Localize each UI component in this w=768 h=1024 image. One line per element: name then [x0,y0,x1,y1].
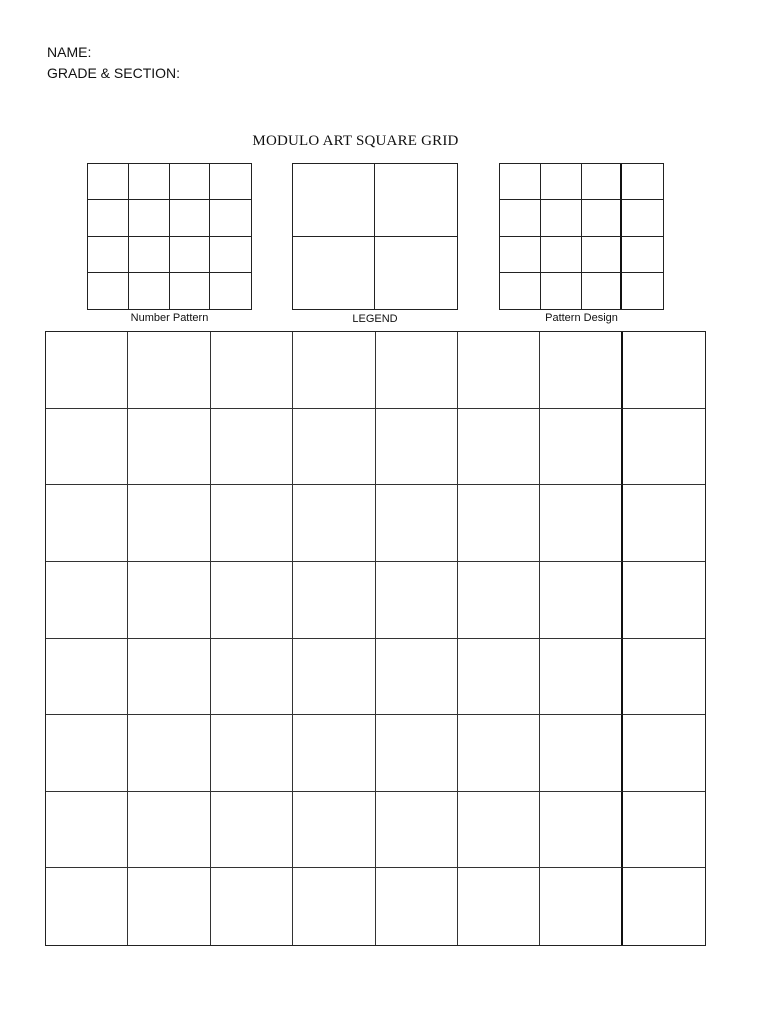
grid-cell [541,200,582,236]
grid-cell [376,332,458,409]
grid-cell [210,164,251,200]
grid-cell [211,332,293,409]
grid-cell [88,200,129,236]
grid-cell [623,562,705,639]
grid-cell [500,273,541,309]
grid-cell [293,409,375,486]
grid-cell [293,639,375,716]
grid-cell [623,409,705,486]
grid-cell [210,200,251,236]
grid-cell [211,485,293,562]
grid-cell [541,237,582,273]
grid-cell [128,639,210,716]
grid-cell [293,332,375,409]
grid-cell [458,868,540,945]
grid-cell [540,332,622,409]
grid-cell [458,562,540,639]
grid-cell [293,792,375,869]
grid-cell [170,273,211,309]
grid-cell [211,868,293,945]
grid-cell [88,237,129,273]
grid-cell [458,715,540,792]
grid-cell [293,164,375,237]
grid-cell [458,792,540,869]
grid-cell [46,409,128,486]
legend-caption: LEGEND [352,313,398,325]
grid-cell [622,200,663,236]
grid-cell [211,792,293,869]
grid-cell [540,715,622,792]
pattern-design-grid [499,163,664,310]
grid-cell [375,237,457,310]
grid-cell [210,237,251,273]
grid-cell [623,639,705,716]
grid-cell [376,792,458,869]
grid-cell [46,562,128,639]
grid-cell [540,562,622,639]
grid-cell [46,332,128,409]
grid-cell [211,409,293,486]
grid-cell [540,485,622,562]
grid-cell [622,164,663,200]
grid-cell [129,273,170,309]
grid-cell [623,792,705,869]
grid-cell [540,639,622,716]
number-pattern-caption: Number Pattern [130,312,209,324]
grid-cell [623,868,705,945]
grid-cell [540,868,622,945]
grid-cell [293,485,375,562]
grid-cell [582,164,623,200]
grid-cell [376,562,458,639]
grid-cell [129,237,170,273]
grid-cell [458,332,540,409]
grid-cell [500,237,541,273]
legend-grid [292,163,458,310]
grid-cell [170,200,211,236]
grid-cell [458,409,540,486]
grid-cell [293,237,375,310]
grid-cell [88,273,129,309]
grid-cell [88,164,129,200]
grid-cell [541,273,582,309]
grid-cell [170,164,211,200]
grid-cell [375,164,457,237]
grid-cell [129,164,170,200]
grid-cell [500,200,541,236]
grid-cell [582,273,623,309]
grid-cell [623,332,705,409]
grid-cell [458,485,540,562]
grid-cell [210,273,251,309]
grid-cell [46,792,128,869]
number-pattern-grid [87,163,252,310]
main-square-grid [45,331,706,946]
grade-section-label: GRADE & SECTION: [47,65,181,81]
grid-cell [458,639,540,716]
grid-cell [129,200,170,236]
grid-cell [128,792,210,869]
grid-cell [128,485,210,562]
grid-cell [500,164,541,200]
grid-cell [541,164,582,200]
grid-cell [128,715,210,792]
grid-cell [293,715,375,792]
grid-cell [582,237,623,273]
page-title: MODULO ART SQUARE GRID [252,133,459,149]
grid-cell [293,868,375,945]
grid-cell [376,715,458,792]
grid-cell [46,485,128,562]
grid-cell [623,485,705,562]
grid-cell [170,237,211,273]
grid-cell [211,639,293,716]
grid-cell [211,562,293,639]
grid-cell [623,715,705,792]
grid-cell [128,332,210,409]
name-label: NAME: [47,44,92,60]
grid-cell [622,273,663,309]
grid-cell [540,409,622,486]
grid-cell [376,485,458,562]
grid-cell [128,868,210,945]
grid-cell [376,409,458,486]
pattern-design-caption: Pattern Design [545,312,618,324]
grid-cell [46,715,128,792]
grid-cell [46,639,128,716]
grid-cell [211,715,293,792]
grid-cell [46,868,128,945]
grid-cell [582,200,623,236]
grid-cell [540,792,622,869]
grid-cell [622,237,663,273]
grid-cell [128,562,210,639]
grid-cell [293,562,375,639]
grid-cell [376,639,458,716]
grid-cell [128,409,210,486]
grid-cell [376,868,458,945]
